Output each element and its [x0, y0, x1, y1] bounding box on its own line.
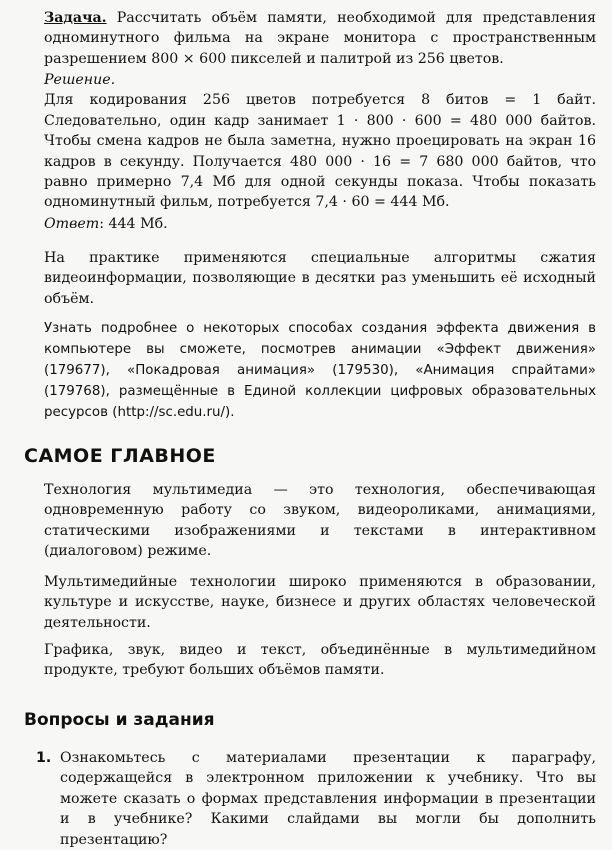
main-paragraph-1: Технология мультимедиа — это технология, обеспечивающая одновременную работу со звуком, видеороликами, анимациями, статическими изображениями и текстами в интерактивном (диалоговом) режиме. — [44, 482, 596, 560]
main-paragraph-2: Мультимедийные технологии широко применяются в образовании, культуре и искусстве, науке, бизнесе и других областях человеческой деятельности. — [44, 574, 596, 631]
solution-text: Для кодирования 256 цветов потребуется 8 битов = 1 байт. Следовательно, один кадр занимает 1 · 800 · 600 = 480 000 байтов. Чтобы смена кадров не была заметна, нужно проецировать на экран 16 кадров в секунду. Получается 480 000 · 16 = 7 680 000 байтов, что равно примерно 7,4 Мб для одной секунды показа. Чтобы показать одноминутный фильм, потребуется 7,4 · 60 = 444 Мб. — [44, 92, 596, 211]
solution-label: Решение. — [44, 72, 116, 88]
task-label: Задача. — [44, 10, 107, 26]
animations-paragraph: Узнать подробнее о некоторых способах создания эффекта движения в компьютере вы сможете, посмотрев анимации «Эффект движения» (179677), «Покадровая анимация» (179530), «Анимация спрайтами» (179768), размещённые в Единой коллекции цифровых образовательных ресурсов (http://sc.edu.ru/). — [44, 321, 596, 420]
question-text: Ознакомьтесь с материалами презентации к параграфу, содержащейся в электронном приложении к учебнику. Что вы можете сказать о формах представления информации в презентации и в учебнике? Какими слайдами вы могли бы дополнить презентацию? — [60, 750, 596, 848]
solution-paragraph — [44, 70, 596, 213]
answer-label: Ответ — [44, 216, 100, 232]
practice-paragraph: На практике применяются специальные алгоритмы сжатия видеоинформации, позволяющие в десятки раз уменьшить её исходный объём. — [44, 250, 596, 307]
question-number: 1. — [36, 750, 52, 766]
answer-text: : 444 Мб. — [99, 216, 168, 232]
task-paragraph — [44, 8, 596, 69]
main-section-title: САМОЕ ГЛАВНОЕ — [24, 445, 216, 467]
answer-paragraph — [44, 214, 596, 234]
questions-section-title: Вопросы и задания — [24, 710, 215, 730]
task-text: Рассчитать объём памяти, необходимой для представления одноминутного фильма на экране монитора с пространственным разрешением 800 × 600 пикселей и палитрой из 256 цветов. — [44, 10, 596, 67]
main-paragraph-3: Графика, звук, видео и текст, объединённые в мультимедийном продукте, требуют больших объёмов памяти. — [44, 642, 596, 679]
